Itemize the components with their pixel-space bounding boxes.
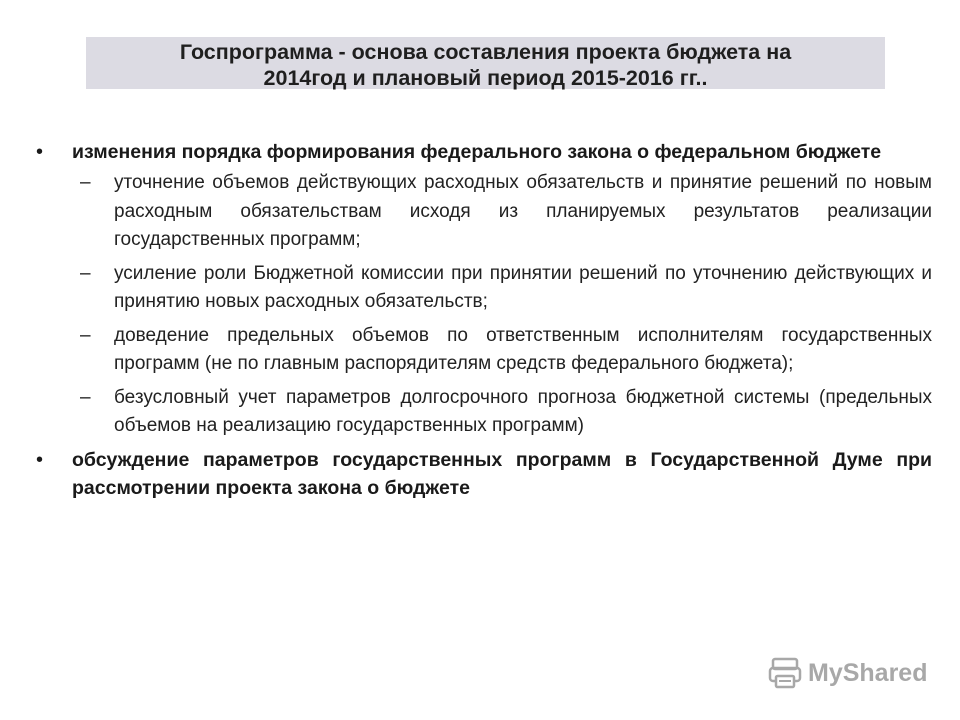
slide-title-line-2: 2014год и плановый период 2015-2016 гг..	[263, 66, 708, 90]
dash-marker: –	[80, 324, 91, 346]
dash-marker: –	[80, 172, 91, 193]
dash-marker: –	[80, 386, 91, 408]
sub-item-1-text: уточнение объемов действующих расходных обязательств и принятие решений по новым расходным обязательствам исходя из планируемых результатов реализации государственных программ;	[114, 172, 932, 250]
bullet-item-2-text: обсуждение параметров государственных программ в Государственной Думе при рассмотрении проекта закона о бюджете	[72, 448, 932, 499]
slide-content	[36, 138, 932, 504]
slide-title	[86, 37, 885, 89]
watermark-text: MyShared	[808, 658, 928, 687]
bullet-item-2	[36, 446, 932, 502]
bullet-item-1-text: изменения порядка формирования федерального закона о федеральном бюджете	[72, 141, 882, 163]
sub-item-2-text: усиление роли Бюджетной комиссии при принятии решений по уточнению действующих и принятию новых расходных обязательств;	[114, 262, 932, 312]
sub-item-1	[36, 169, 932, 255]
bullet-marker: •	[36, 141, 44, 163]
sub-item-2	[36, 260, 932, 317]
myshared-watermark	[768, 656, 927, 690]
sub-item-3	[36, 322, 932, 379]
printer-icon	[768, 656, 802, 690]
sub-item-4	[36, 384, 932, 441]
slide-title-line-1: Госпрограмма - основа составления проекта бюджета на	[179, 40, 792, 64]
dash-marker: –	[80, 262, 91, 284]
bullet-item-1	[36, 138, 932, 166]
sub-item-4-text: безусловный учет параметров долгосрочного прогноза бюджетной системы (предельных объемов на реализацию государственных программ)	[114, 386, 932, 436]
sub-item-3-text: доведение предельных объемов по ответственным исполнителям государственных программ (не по главным распорядителям средств федерального бюджета);	[114, 324, 932, 374]
bullet-marker: •	[36, 448, 44, 471]
